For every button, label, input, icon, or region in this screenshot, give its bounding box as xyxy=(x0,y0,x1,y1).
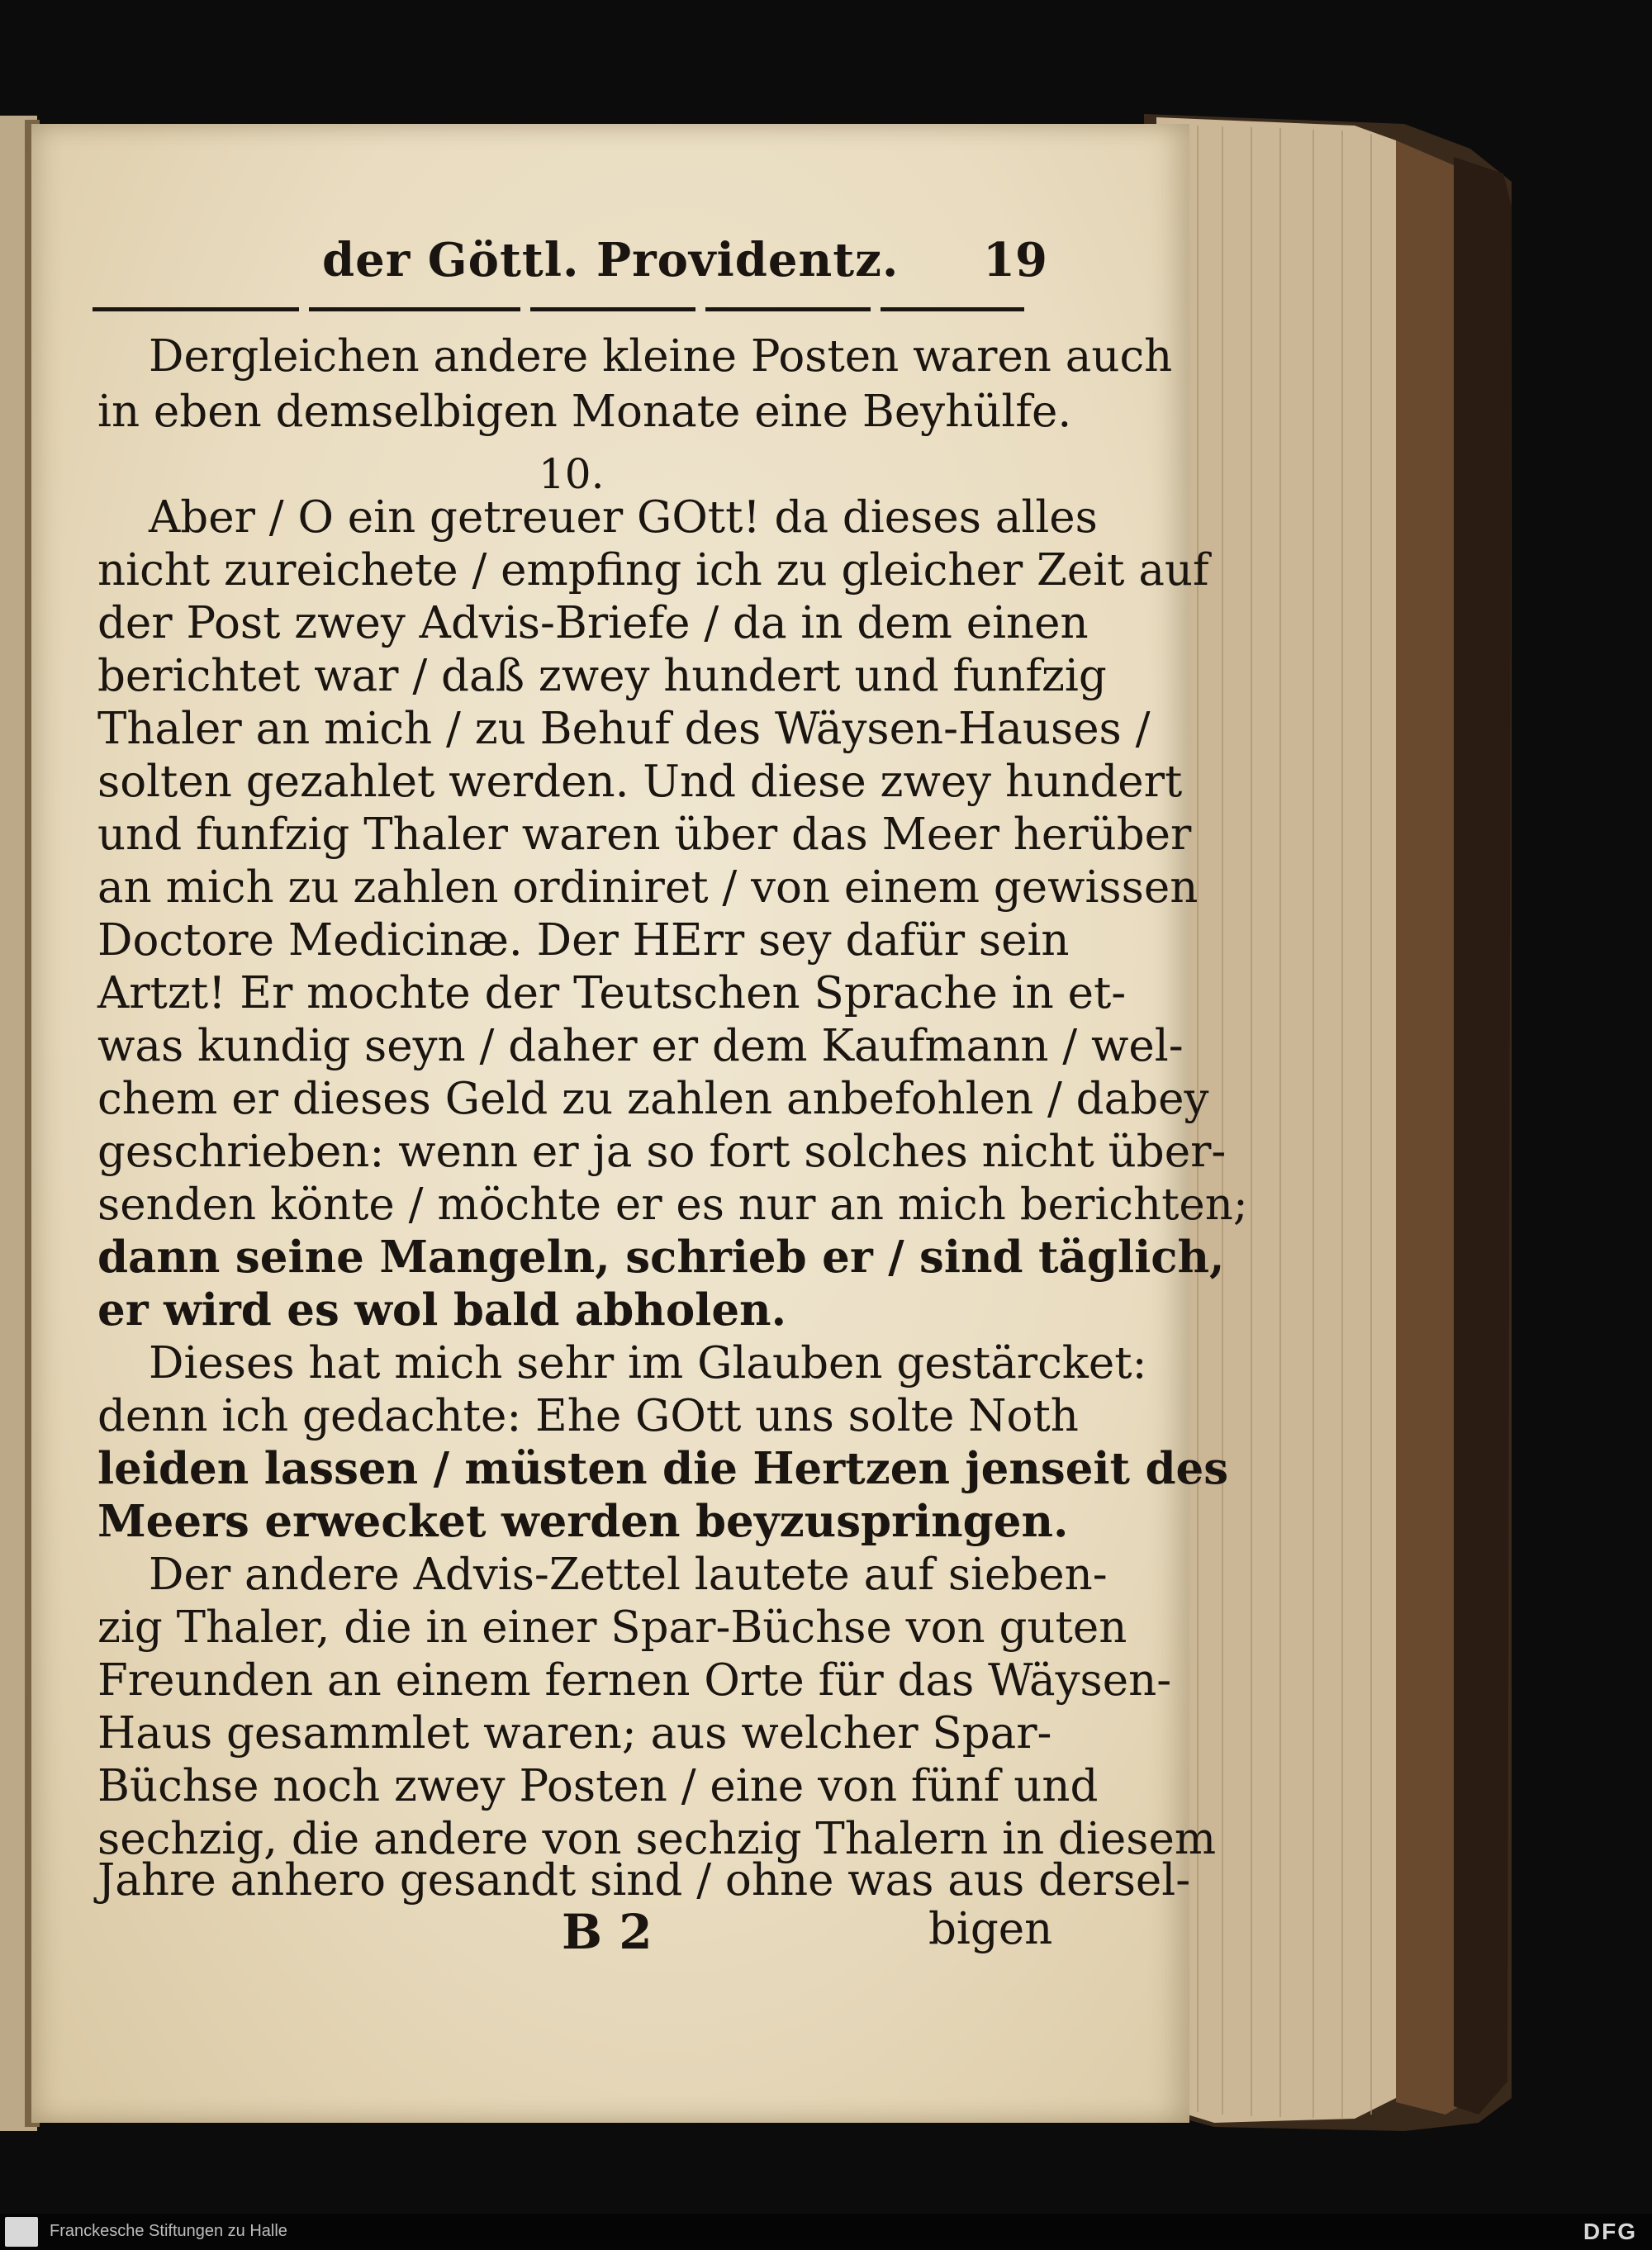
text-line-21: leiden lassen / müsten die Hertzen jenseit des xyxy=(97,1443,1229,1494)
text-line-14: chem er dieses Geld zu zahlen anbefohlen / dabey xyxy=(97,1074,1209,1124)
text-line-4: nicht zureichete / empfing ich zu gleicher Zeit auf xyxy=(97,545,1209,596)
header-rule xyxy=(93,304,1024,316)
viewer-footer xyxy=(0,2214,1652,2250)
text-line-11: Doctore Medicinæ. Der HErr sey dafür sein xyxy=(97,915,1070,966)
text-line-13: was kundig seyn / daher er dem Kaufmann / wel- xyxy=(97,1021,1184,1071)
page-number: 19 xyxy=(983,233,1047,287)
text-line-28: sechzig, die andere von sechzig Thalern in diesem xyxy=(97,1814,1217,1864)
text-line-23: Der andere Advis-Zettel lautete auf sieben- xyxy=(149,1550,1108,1600)
section-number: 10. xyxy=(539,450,605,498)
text-line-10: an mich zu zahlen ordiniret / von einem gewissen xyxy=(97,862,1199,913)
text-line-19: Dieses hat mich sehr im Glauben gestärcket: xyxy=(149,1338,1147,1388)
institution-name: Franckesche Stiftungen zu Halle xyxy=(50,2222,287,2240)
text-line-8: solten gezahlet werden. Und diese zwey hundert xyxy=(97,757,1183,807)
text-line-9: und funfzig Thaler waren über das Meer herüber xyxy=(97,809,1192,860)
text-line-1: Dergleichen andere kleine Posten waren auch xyxy=(149,331,1173,382)
text-line-22: Meers erwecket werden beyzuspringen. xyxy=(97,1496,1069,1547)
text-line-26: Haus gesammlet waren; aus welcher Spar- xyxy=(97,1708,1052,1759)
text-line-7: Thaler an mich / zu Behuf des Wäysen-Hauses / xyxy=(97,704,1151,754)
signature-mark: B 2 xyxy=(562,1904,653,1960)
text-line-15: geschrieben: wenn er ja so fort solches nicht über- xyxy=(97,1127,1227,1177)
text-line-17: dann seine Mangeln, schrieb er / sind täglich, xyxy=(97,1232,1225,1283)
text-line-12: Artzt! Er mochte der Teutschen Sprache in et- xyxy=(97,968,1127,1018)
dfg-logo: DFG xyxy=(1583,2219,1637,2244)
institution-logo-icon xyxy=(5,2217,38,2247)
text-line-27: Büchse noch zwey Posten / eine von fünf und xyxy=(97,1761,1099,1811)
text-line-20: denn ich gedachte: Ehe GOtt uns solte Noth xyxy=(97,1391,1079,1441)
text-line-24: zig Thaler, die in einer Spar-Büchse von guten xyxy=(97,1602,1127,1653)
text-line-25: Freunden an einem fernen Orte für das Wäysen- xyxy=(97,1655,1172,1706)
text-line-16: senden könte / möchte er es nur an mich berichten; xyxy=(97,1180,1248,1230)
text-line-2: in eben demselbigen Monate eine Beyhülfe. xyxy=(97,387,1072,437)
catchword: bigen xyxy=(928,1904,1053,1954)
text-line-18: er wird es wol bald abholen. xyxy=(97,1284,787,1336)
running-head: der Göttl. Providentz. xyxy=(322,233,900,287)
text-line-29: Jahre anhero gesandt sind / ohne was aus dersel- xyxy=(97,1855,1191,1906)
text-line-3: Aber / O ein getreuer GOtt! da dieses alles xyxy=(149,492,1098,543)
text-line-6: berichtet war / daß zwey hundert und funfzig xyxy=(97,651,1107,701)
text-line-5: der Post zwey Advis-Briefe / da in dem einen xyxy=(97,598,1089,648)
